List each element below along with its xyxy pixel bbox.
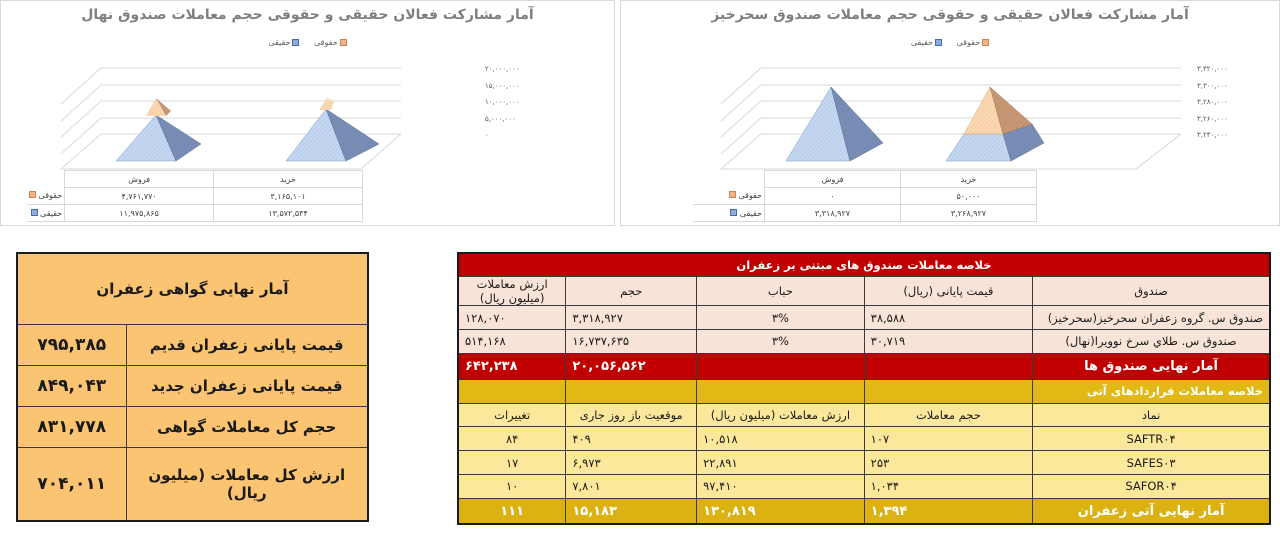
category-kharid: خرید bbox=[901, 171, 1037, 188]
ytick-labels bbox=[1197, 65, 1228, 139]
category-forush: فروش bbox=[65, 171, 214, 188]
category-kharid: خرید bbox=[214, 171, 363, 188]
svg-text:۵,۰۰۰,۰۰۰: ۵,۰۰۰,۰۰۰ bbox=[485, 115, 516, 123]
legend-item-haghighi: حقیقی bbox=[911, 38, 942, 47]
legend-item-haghighi: حقیقی bbox=[268, 38, 299, 47]
category-forush: فروش bbox=[765, 171, 901, 188]
svg-text:۳,۲۸۰,۰۰۰: ۳,۲۸۰,۰۰۰ bbox=[1197, 98, 1228, 106]
table-row: SAFTR۰۴ ۱۰۷ ۱۰,۵۱۸ ۴۰۹ ۸۴ bbox=[458, 427, 1270, 451]
table-row: صندوق س. طلاي سرخ نوويرا(نهال) ۳۰,۷۱۹ ۳% ۱۶,۷۳۷,۶۳۵ ۵۱۴,۱۶۸ bbox=[458, 330, 1270, 354]
table-row: حجم کل معاملات گواهی ۸۳۱,۷۷۸ bbox=[17, 406, 368, 447]
legend-key-orange-icon bbox=[29, 191, 36, 198]
futures-total-row: آمار نهایی آتی زعفران ۱,۳۹۴ ۱۳۰,۸۱۹ ۱۵,۱۸۳ ۱۱۱ bbox=[458, 498, 1270, 524]
svg-text:۲۰,۰۰۰,۰۰۰: ۲۰,۰۰۰,۰۰۰ bbox=[485, 65, 520, 73]
legend-key-blue-icon bbox=[31, 209, 38, 216]
legend-item-hoghooghi: حقوقی bbox=[314, 38, 347, 47]
table-row: ارزش کل معاملات (میلیون ریال) ۷۰۴,۰۱۱ bbox=[17, 447, 368, 521]
table-row: صندوق س. گروه زعفران سحرخیز(سحرخیز) ۳۸,۵۸۸ ۳% ۳,۳۱۸,۹۲۷ ۱۲۸,۰۷۰ bbox=[458, 306, 1270, 330]
svg-text:۳,۲۴۰,۰۰۰: ۳,۲۴۰,۰۰۰ bbox=[1197, 131, 1228, 139]
chart-saharkhiz bbox=[620, 0, 1280, 226]
chart-title: آمار مشارکت فعالان حقیقی و حقوقی حجم معاملات صندوق نهال bbox=[81, 7, 534, 23]
funds-title: خلاصه معاملات صندوق های مبتنی بر زعفران bbox=[458, 253, 1270, 277]
funds-total-row: آمار نهایی صندوق ها ۲۰,۰۵۶,۵۶۲ ۶۴۲,۲۳۸ bbox=[458, 353, 1270, 379]
pyramid-forush bbox=[116, 98, 201, 161]
certificate-title: آمار نهایی گواهی زعفران bbox=[17, 253, 368, 324]
chart-data-table: خرید فروش ۳,۱۶۵,۱۰۱ ۴,۷۶۱,۷۷۰ حقوقی ۱۳,۵۷۲,۵۳۴ ۱۱,۹۷۵,۸۶۵ حقیقی bbox=[27, 170, 363, 222]
table-row: SAFES۰۳ ۲۵۳ ۲۲,۸۹۱ ۶,۹۷۳ ۱۷ bbox=[458, 451, 1270, 475]
saffron-certificate-table bbox=[16, 252, 369, 522]
table-row: قیمت پایانی زعفران جدید ۸۴۹,۰۴۳ bbox=[17, 365, 368, 406]
funds-header-row: صندوق قیمت پایانی (ریال) حباب حجم ارزش معاملات (میلیون ریال) bbox=[458, 277, 1270, 306]
svg-text:۳,۲۶۰,۰۰۰: ۳,۲۶۰,۰۰۰ bbox=[1197, 115, 1228, 123]
svg-text:۱۵,۰۰۰,۰۰۰: ۱۵,۰۰۰,۰۰۰ bbox=[485, 82, 520, 90]
pyramid-forush bbox=[786, 87, 883, 161]
svg-text:۰: ۰ bbox=[485, 131, 489, 139]
legend-key-orange-icon bbox=[729, 191, 736, 198]
svg-text:۳,۳۰۰,۰۰۰: ۳,۳۰۰,۰۰۰ bbox=[1197, 82, 1228, 90]
legend-key-blue-icon bbox=[730, 209, 737, 216]
pyramid-kharid bbox=[286, 98, 379, 161]
futures-header-row: نماد حجم معاملات ارزش معاملات (میلیون ریال) موقعیت باز روز جاری تغییرات bbox=[458, 403, 1270, 427]
chart-title: آمار مشارکت فعالان حقیقی و حقوقی حجم معاملات صندوق سحرخیز bbox=[711, 7, 1189, 23]
svg-text:۱۰,۰۰۰,۰۰۰: ۱۰,۰۰۰,۰۰۰ bbox=[485, 98, 520, 106]
legend-item-hoghooghi: حقوقی bbox=[957, 38, 990, 47]
svg-text:۳,۳۲۰,۰۰۰: ۳,۳۲۰,۰۰۰ bbox=[1197, 65, 1228, 73]
table-row: SAFOR۰۴ ۱,۰۳۴ ۹۷,۴۱۰ ۷,۸۰۱ ۱۰ bbox=[458, 475, 1270, 499]
chart-data-table: خرید فروش ۵۰,۰۰۰ ۰ حقوقی ۳,۲۶۸,۹۲۷ ۳,۳۱۸,۹۲۷ حقیقی bbox=[693, 170, 1037, 222]
table-row: قیمت پایانی زعفران قدیم ۷۹۵,۳۸۵ bbox=[17, 324, 368, 365]
chart-nahal bbox=[0, 0, 615, 226]
pyramid-kharid bbox=[946, 87, 1044, 161]
funds-futures-table bbox=[457, 252, 1271, 525]
ytick-labels bbox=[485, 65, 520, 139]
futures-title-row: خلاصه معاملات قراردادهای آتی bbox=[458, 379, 1270, 403]
